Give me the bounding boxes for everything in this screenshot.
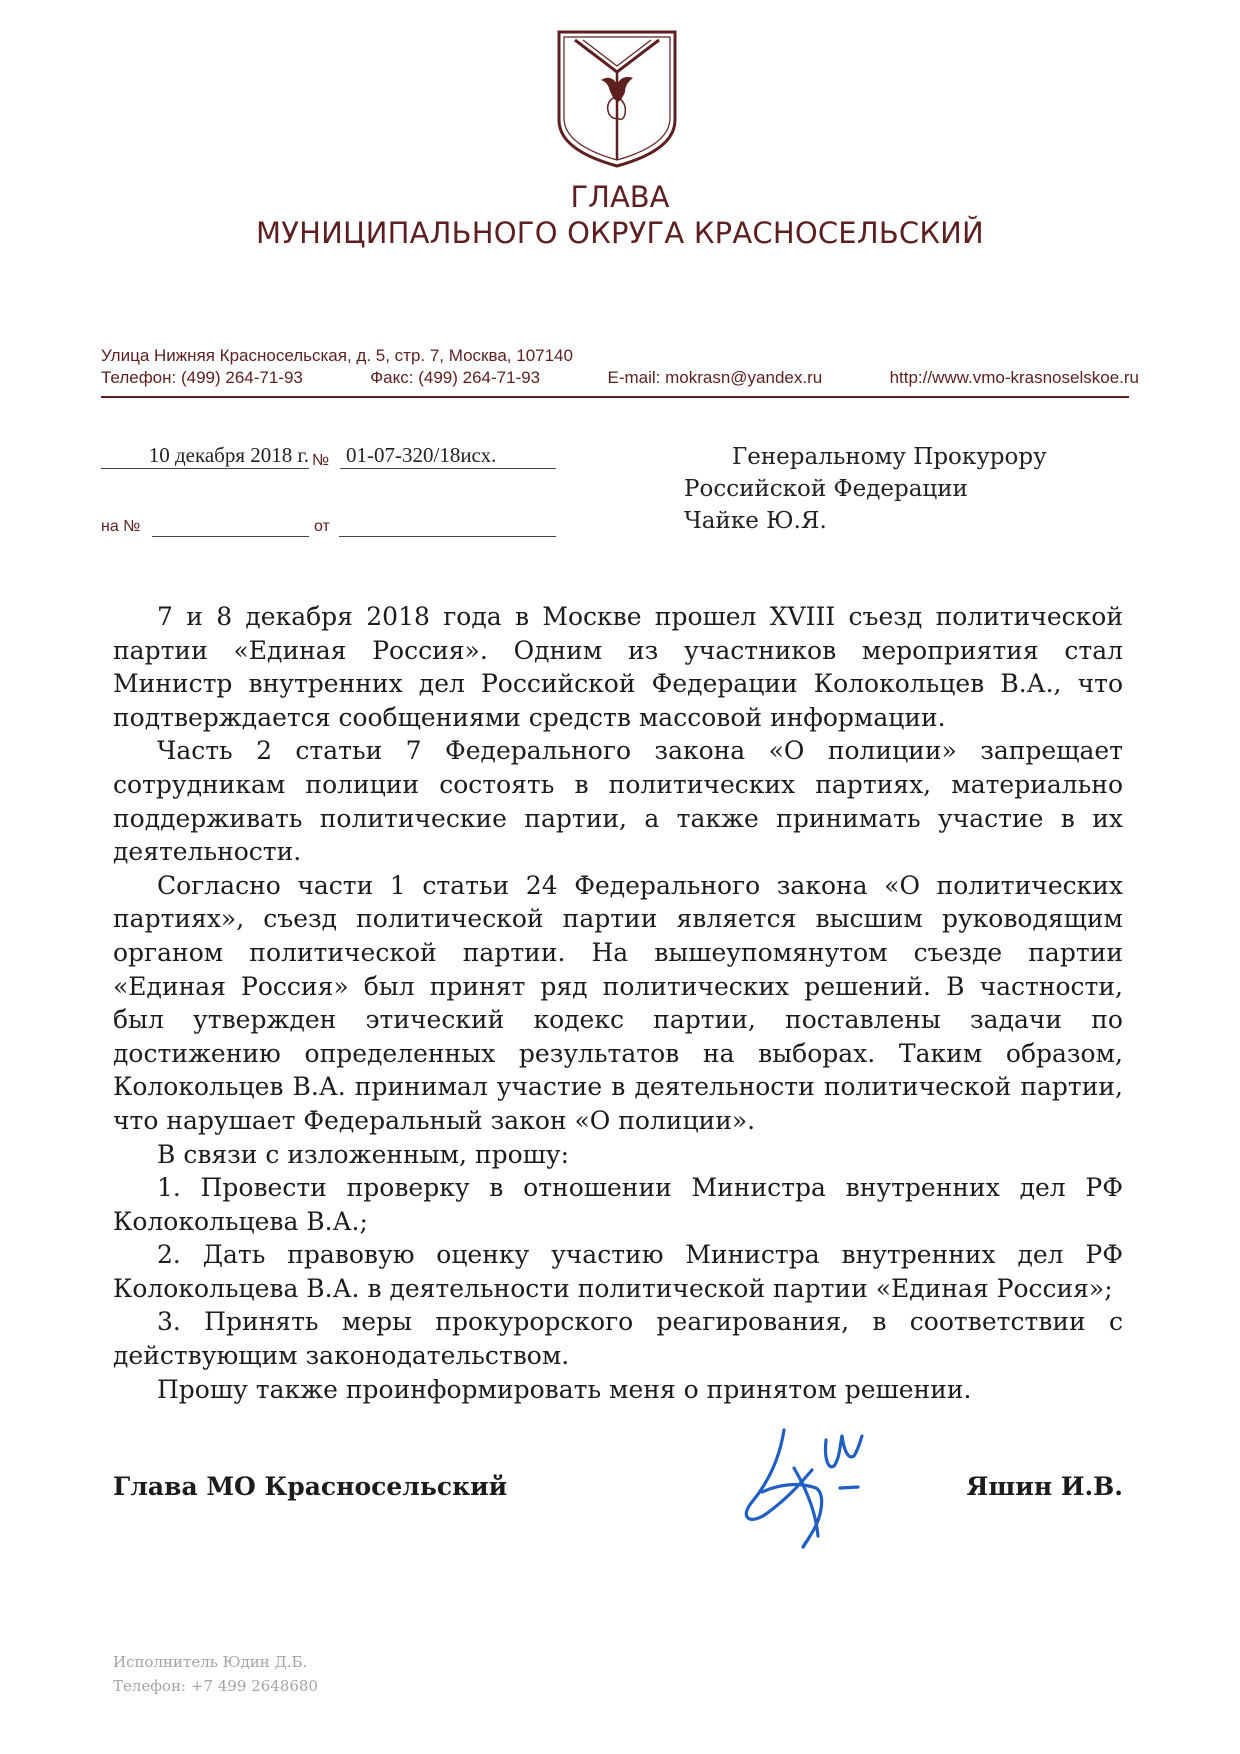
body-paragraph: 3. Принять меры прокурорского реагирования, в соответствии с действующим законодательством. [113, 1307, 1123, 1371]
outgoing-number: 01-07-320/18исх. [340, 442, 556, 469]
body-paragraph: Часть 2 статьи 7 Федерального закона «О полиции» запрещает сотрудникам полиции состоять в политических партиях, материально поддерживать политические партии, а также принимать участие в их деятельности. [113, 736, 1123, 867]
executor-phone: Телефон: +7 499 2648680 [113, 1677, 318, 1695]
org-email: E-mail: mokrasn@yandex.ru [607, 368, 823, 387]
addressee-line2: Российской Федерации [684, 476, 968, 502]
org-address: Улица Нижняя Красносельская, д. 5, стр. 7, Москва, 107140 [101, 346, 573, 365]
addressee-line1: Генеральному Прокурору [732, 444, 1047, 470]
addressee-block [684, 441, 1047, 537]
body-paragraph: В связи с изложенным, прошу: [157, 1139, 570, 1169]
letterhead-divider [101, 396, 1129, 398]
org-website: http://www.vmo-krasnoselskoe.ru [889, 368, 1139, 387]
handwritten-signature [722, 1410, 888, 1562]
reference-from-blank [339, 536, 556, 537]
reference-from-label: от [314, 518, 330, 535]
addressee-line3: Чайке Ю.Я. [684, 508, 827, 534]
reference-number-blank [152, 536, 309, 537]
body-paragraph: 7 и 8 декабря 2018 года в Москве прошел XVIII съезд политической партии «Единая Россия». Одним из участников мероприятия стал Министр внутренних дел Российской Федерации Колокольцев В.А., что подтверждается сообщениями средств массовой информации. [113, 602, 1123, 732]
org-title-line2: МУНИЦИПАЛЬНОГО ОКРУГА КРАСНОСЕЛЬСКИЙ [256, 216, 984, 250]
outgoing-number-label: № [312, 452, 330, 469]
reference-number-label: на № [101, 518, 141, 535]
body-paragraph: 1. Провести проверку в отношении Министра внутренних дел РФ Колокольцева В.А.; [113, 1173, 1123, 1236]
body-paragraph: 2. Дать правовую оценку участию Министра внутренних дел РФ Колокольцева В.А. в деятельности политической партии «Единая Россия»; [113, 1240, 1123, 1303]
body-paragraph: Согласно части 1 статьи 24 Федерального закона «О политических партиях», съезд политической партии является высшим руководящим органом политической партии. На вышеупомянутом съезде партии «Единая Россия» был принят ряд политических решений. В частности, был утвержден этический кодекс партии, поставлены задачи по достижению определенных результатов на выборах. Таким образом, Колокольцев В.А. принимал участие в деятельности политической партии, что нарушает Федеральный закон «О полиции». [113, 870, 1123, 1135]
signatory-name: Яшин И.В. [966, 1472, 1123, 1501]
outgoing-date: 10 декабря 2018 г. [101, 442, 309, 469]
executor-info [113, 1650, 318, 1698]
org-title-line1: ГЛАВА [570, 180, 670, 214]
signatory-position: Глава МО Красносельский [113, 1472, 508, 1501]
body-paragraph: Прошу также проинформировать меня о принятом решении. [157, 1374, 972, 1404]
org-fax: Факс: (499) 264-71-93 [370, 368, 541, 387]
org-phone: Телефон: (499) 264-71-93 [101, 368, 303, 387]
letter-body [113, 600, 1123, 1406]
executor-name: Исполнитель Юдин Д.Б. [113, 1653, 308, 1671]
contact-row [101, 368, 1139, 388]
coat-of-arms-emblem [555, 28, 679, 170]
